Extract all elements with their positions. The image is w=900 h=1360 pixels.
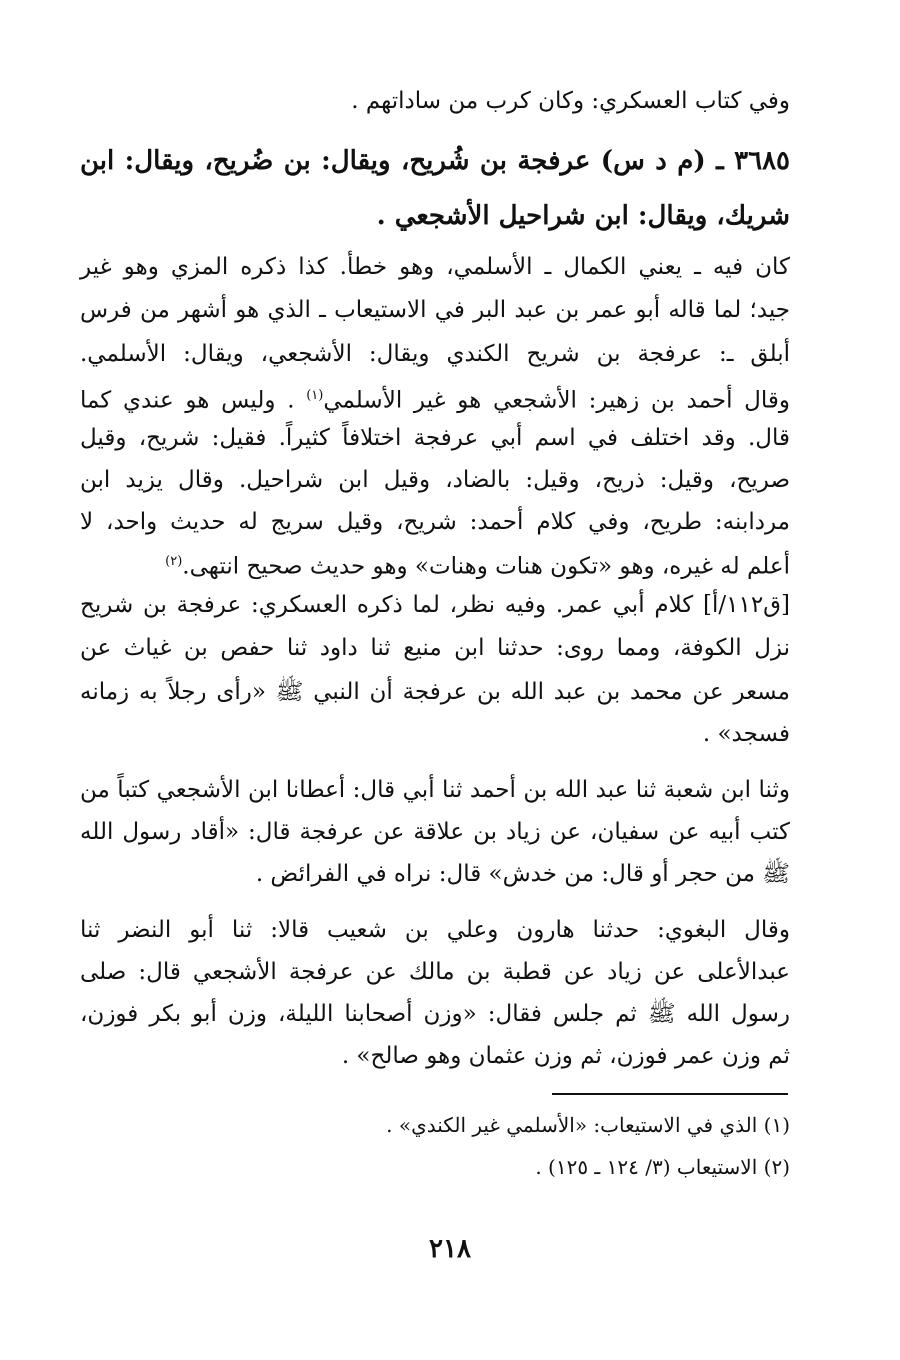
paragraph-1-line: كان فيه ـ يعني الكمال ـ الأسلمي، وهو خطأ. كذا ذكره المزي وهو غير — [80, 254, 790, 280]
paragraph-3-line: ثم وزن عمر فوزن، ثم وزن عثمان وهو صالح» . — [341, 1043, 790, 1069]
paragraph-2-line: ﷺ من حجر أو قال: من خدش» قال: نراه في الفرائض . — [255, 861, 790, 887]
paragraph-1-line-head: وقال أحمد بن زهير: الأشجعي هو غير الأسلمي — [323, 387, 790, 414]
footnote-marker-2: (٢) — [165, 554, 183, 569]
paragraph-1-line: أبلق ـ: عرفجة بن شريح الكندي ويقال: الأشجعي، ويقال: الأسلمي. — [80, 341, 790, 367]
page-number: ٢١٨ — [429, 1234, 471, 1264]
paragraph-1-line-tail: . وليس هو عندي كما — [80, 387, 295, 414]
footnote-2: (٢) الاستيعاب (٣/ ١٢٤ ـ ١٢٥) . — [535, 1155, 790, 1179]
paragraph-1-line: قال. وقد اختلف في اسم أبي عرفجة اختلافاً كثيراً. فقيل: شريح، وقيل — [80, 425, 790, 451]
paragraph-1-line: صريح، وقيل: ذريح، وقيل: بالضاد، وقيل ابن شراحيل. وقال يزيد ابن — [80, 467, 790, 493]
entry-heading-line-1: ٣٦٨٥ ـ (م د س) عرفجة بن شُريح، ويقال: بن ضُريح، ويقال: ابن — [80, 146, 790, 176]
paragraph-3-line: رسول الله ﷺ ثم جلس فقال: «وزن أصحابنا الليلة، وزن أبو بكر فوزن، — [80, 1001, 790, 1027]
paragraph-3-line: وقال البغوي: حدثنا هارون وعلي بن شعيب قالا: ثنا أبو النضر ثنا — [80, 917, 790, 943]
paragraph-1-line: نزل الكوفة، ومما روى: حدثنا ابن منيع ثنا داود ثنا حفص بن غياث عن — [80, 635, 790, 661]
footnote-1: (١) الذي في الاستيعاب: «الأسلمي غير الكندي» . — [386, 1113, 790, 1137]
entry-heading-line-2: شريك، ويقال: ابن شراحيل الأشجعي . — [376, 201, 790, 231]
paragraph-2-line: وثنا ابن شعبة ثنا عبد الله بن أحمد ثنا أبي قال: أعطانا ابن الأشجعي كتباً من — [80, 777, 790, 803]
paragraph-3-line: عبدالأعلى عن زياد عن قطبة بن مالك عن عرفجة الأشجعي قال: صلى — [80, 959, 790, 985]
paragraph-1-line: فسجد» . — [702, 721, 790, 747]
paragraph-1-line: [ق١١٢/أ] كلام أبي عمر. وفيه نظر، لما ذكره العسكري: عرفجة بن شريح — [80, 592, 790, 618]
paragraph-1-line: مردابنه: طريح، وفي كلام أحمد: شريح، وقيل سريج له حديث واحد، لا — [80, 509, 790, 535]
footnote-separator — [552, 1093, 788, 1095]
paragraph-1-line: مسعر عن محمد بن عبد الله بن عرفجة أن النبي ﷺ «رأى رجلاً به زمانه — [80, 679, 790, 705]
paragraph-1-line — [80, 545, 790, 584]
intro-line: وفي كتاب العسكري: وكان كرب من ساداتهم . — [351, 88, 790, 114]
paragraph-1-line: جيد؛ لما قاله أبو عمر بن عبد البر في الاستيعاب ـ الذي هو أشهر من فرس — [80, 297, 790, 323]
paragraph-2-line: كتب أبيه عن سفيان، عن زياد بن علاقة عن عرفجة قال: «أقاد رسول الله — [80, 819, 790, 845]
footnote-marker-1: (١) — [306, 388, 324, 403]
paragraph-1-line — [80, 379, 790, 418]
paragraph-1-line-text: أعلم له غيره، وهو «تكون هنات وهنات» وهو حديث صحيح انتهى. — [182, 553, 790, 580]
